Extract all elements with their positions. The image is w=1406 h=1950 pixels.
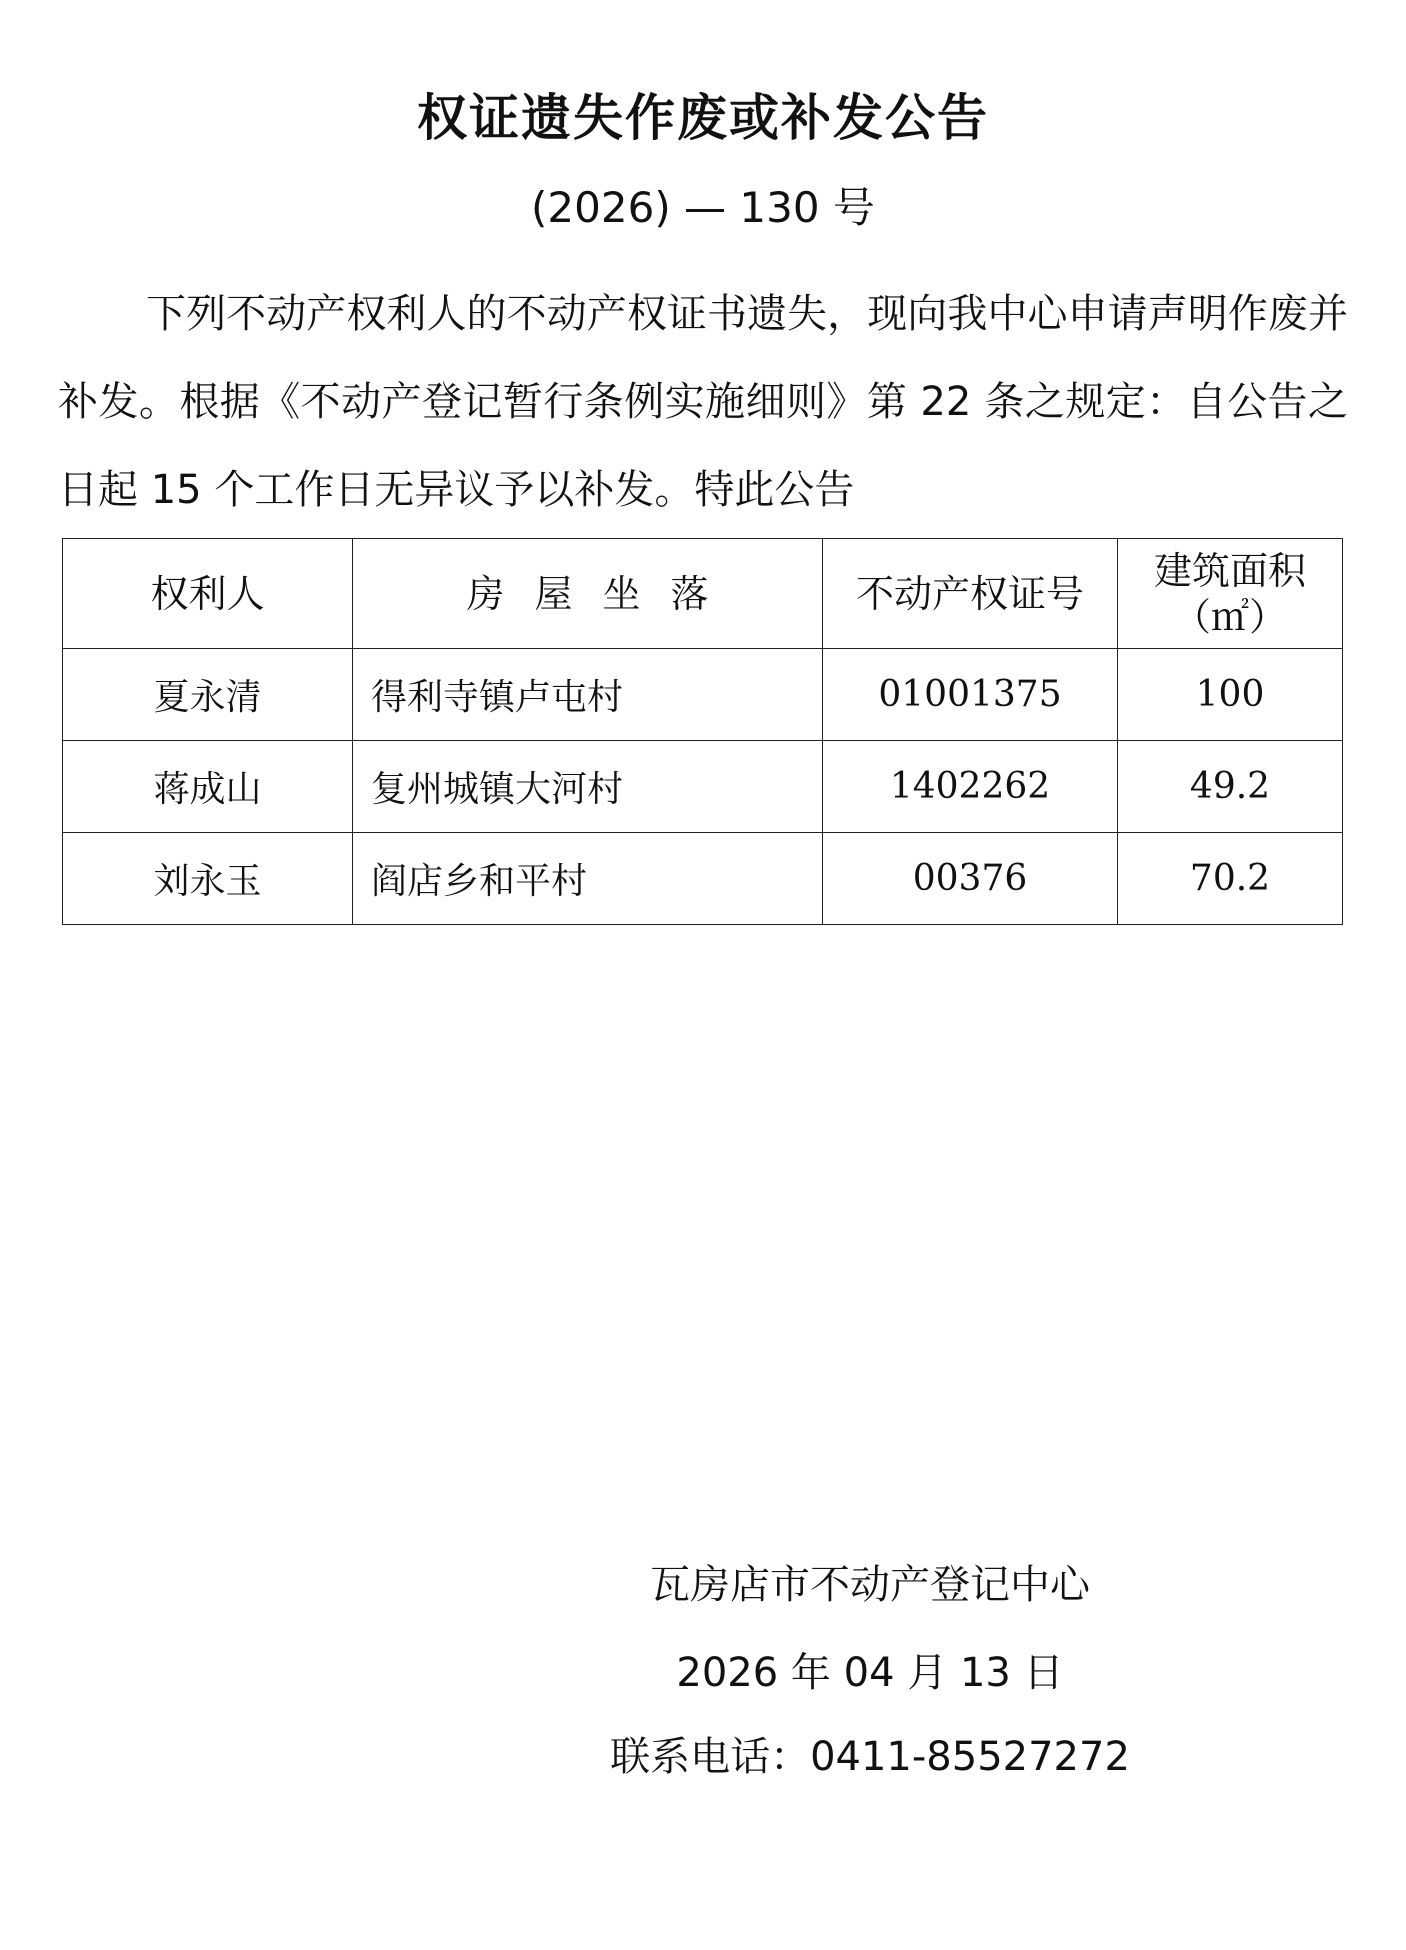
cell-cert-no: 01001375 [823,649,1118,741]
cell-holder: 夏永清 [63,649,353,741]
cell-location: 复州城镇大河村 [353,741,823,833]
certificate-table [62,538,1343,925]
notice-body: 下列不动产权利人的不动产权证书遗失，现向我中心申请声明作废并补发。根据《不动产登记暂行条例实施细则》第 22 条之规定：自公告之日起 15 个工作日无异议予以补发。特此公告 [58,291,1348,513]
notice-number: (2026) — 130 号 [531,183,875,232]
table-row [63,741,1343,833]
cell-holder: 刘永玉 [63,833,353,925]
table-header-row [63,539,1343,649]
header-area: 建筑面积（㎡） [1118,539,1343,649]
issuing-organization: 瓦房店市不动产登记中心 [650,1562,1090,1608]
cell-holder: 蒋成山 [63,741,353,833]
header-holder: 权利人 [63,539,353,649]
notice-title: 权证遗失作废或补发公告 [417,89,989,147]
cell-area: 70.2 [1118,833,1343,925]
header-location: 房屋坐落 [353,539,823,649]
cell-cert-no: 1402262 [823,741,1118,833]
table-row [63,833,1343,925]
contact-phone: 联系电话：0411-85527272 [610,1734,1130,1780]
issue-date: 2026 年 04 月 13 日 [676,1650,1064,1696]
cell-location: 得利寺镇卢屯村 [353,649,823,741]
cell-cert-no: 00376 [823,833,1118,925]
cell-area: 49.2 [1118,741,1343,833]
table-row [63,649,1343,741]
header-cert-no: 不动产权证号 [823,539,1118,649]
cell-location: 阎店乡和平村 [353,833,823,925]
cell-area: 100 [1118,649,1343,741]
